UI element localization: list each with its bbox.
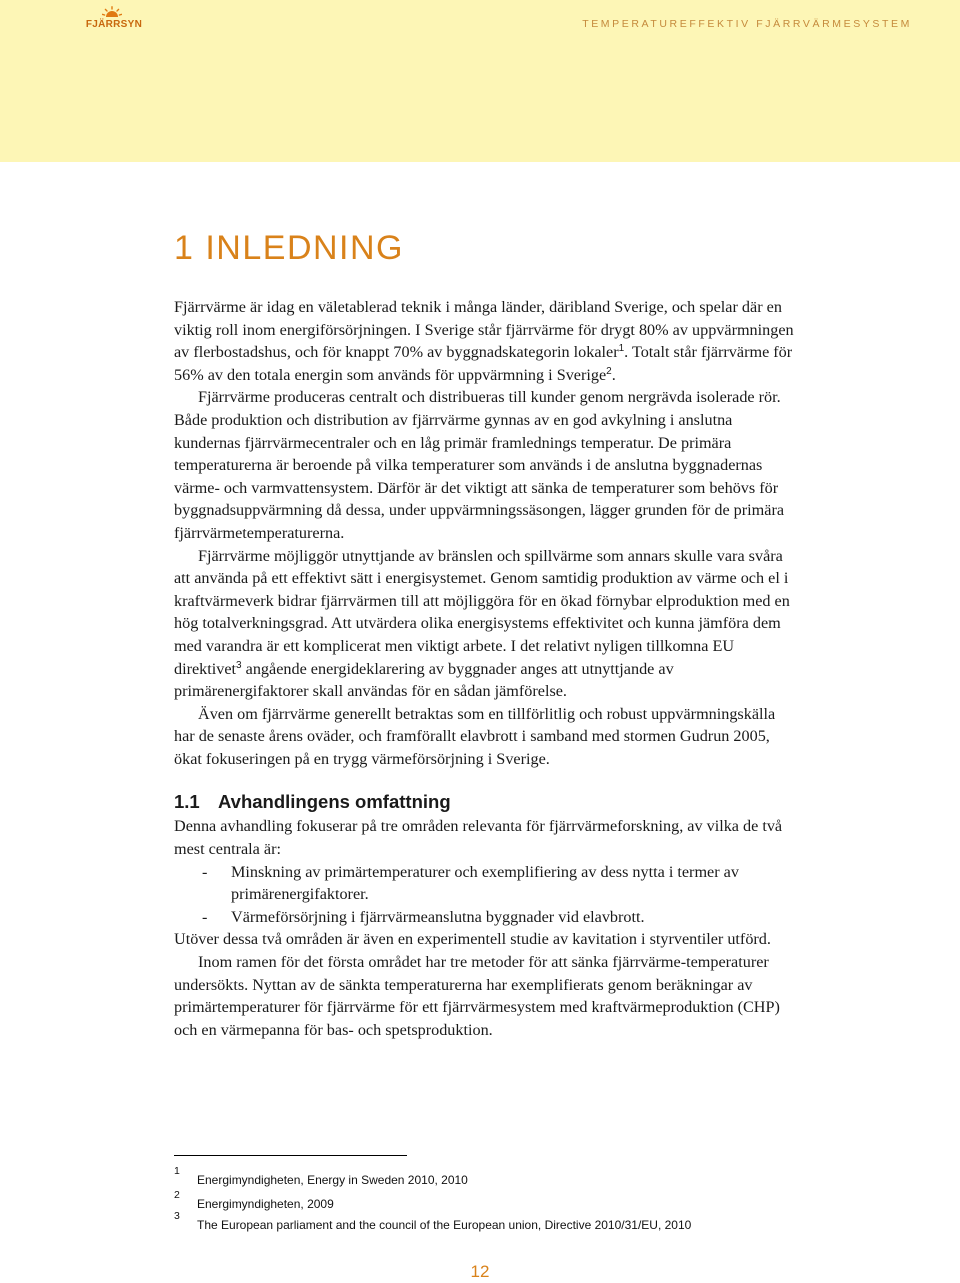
footnote-divider — [174, 1155, 407, 1156]
fjarrsyn-logo — [84, 6, 144, 34]
body-text — [174, 296, 794, 1041]
footnote-text: Energimyndigheten, Energy in Sweden 2010, 2010 — [197, 1173, 468, 1187]
bullet-dash: - — [202, 907, 208, 926]
footnote-number: 3 — [174, 1210, 180, 1222]
intro-paragraph-3 — [174, 545, 794, 703]
intro-text-b: . Totalt står fjärrvärme för 56% av den totala energin som används för uppvärmning i Sverige — [174, 343, 793, 384]
running-header-title: TEMPERATUREFFEKTIV FJÄRRVÄRMESYSTEM — [582, 18, 912, 30]
section-paragraph-last: Inom ramen för det första området har tre metoder för att sänka fjärrvärme-temperaturer undersökts. Nyttan av de sänkta temperaturerna har exemplifierats genom beräkningar av primärtemperaturer för fjärrvärme för ett fjärrvärmesystem med kraftvärmeproduktion (CHP) och en värmepanna för bas- och spetsproduktion. — [174, 953, 780, 1039]
intro-text-c: . — [611, 365, 616, 384]
intro-text-a: Fjärrvärme är idag en väletablerad teknik i många länder, däribland Sverige, och spelar där en viktig roll inom energiförsörjningen. I Sverige står fjärrvärme för drygt 80% av uppvärmningen av flerbostadshus, och för knappt 70% av byggnadskategorin lokaler — [174, 298, 794, 362]
footnote-ref-2: 2 — [606, 365, 612, 377]
para3-text-b: angående energideklarering av byggnader anges att utnyttjande av primärenergifaktorer skall användas för en sådan jämförelse. — [174, 659, 674, 701]
intro-paragraph-2: Fjärrvärme produceras centralt och distribueras till kunder genom nergrävda isolerade rör. Både produktion och distribution av fjärrvärme gynnas av en god avkylning i anslutna kundernas fjärrvärmecentraler och en låg primär framlednings temperatur. De primära temperaturerna är beroende på vilka temperaturer som används i de anslutna byggnadernas värme- och varmvattensystem. Därför är det viktigt att sänka de temperaturer som behövs för byggnadsuppvärmning då dessa, under uppvärmningssäsongen, lägger grunden för de primära fjärrvärmetemperaturerna. — [174, 388, 785, 542]
footnote-number: 1 — [174, 1165, 180, 1177]
header-band — [0, 0, 960, 162]
footnote-text: The European parliament and the council of the European union, Directive 2010/31/EU, 2010 — [197, 1218, 692, 1232]
section-title: Avhandlingens omfattning — [218, 791, 451, 813]
chapter-title: 1 INLEDNING — [174, 229, 404, 267]
page-number: 12 — [470, 1262, 490, 1281]
footnote-ref-3: 3 — [236, 659, 242, 671]
list-item-text: Minskning av primärtemperaturer och exemplifiering av dess nytta i termer av primärenergifaktorer. — [231, 862, 739, 904]
footnote-text: Energimyndigheten, 2009 — [197, 1197, 334, 1211]
footnote-number: 2 — [174, 1189, 180, 1201]
footnote-ref-1: 1 — [618, 343, 625, 355]
section-heading — [174, 789, 794, 815]
intro-paragraph-1 — [174, 296, 794, 386]
footnote-3 — [174, 1210, 874, 1234]
section-lead: Denna avhandling fokuserar på tre områden relevanta för fjärrvärmeforskning, av vilka de två mest centrala är: — [174, 817, 783, 859]
para3-text-a: Fjärrvärme möjliggör utnyttjande av bränslen och spillvärme som annars skulle vara svåra att använda på ett effektivt sätt i energisystemet. Genom samtidig produktion av värme och el i kraftvärmeverk bidrar fjärrvärmen till att möjliggöra för en ökad förnybar elproduktion med en hög totalverkningsgrad. Att utvärdera olika energisystems effektivitet och kunna jämföra dem med varandra är ett komplicerat men viktigt arbete. I det relativt nyligen tillkomna EU direktivet — [174, 546, 790, 678]
intro-paragraph-4: Även om fjärrvärme generellt betraktas som en tillförlitlig och robust uppvärmningskälla har de senaste årens oväder, och framförallt elavbrott i samband med stormen Gudrun 2005, ökat fokuseringen på en trygg värmeförsörjning i Sverige. — [174, 704, 776, 768]
list-item-text: Värmeförsörjning i fjärrvärmeanslutna byggnader vid elavbrott. — [231, 907, 645, 926]
footnote-1 — [174, 1165, 874, 1189]
sun-logo-icon — [102, 6, 122, 18]
list-item — [174, 861, 794, 906]
section-after: Utöver dessa två områden är även en experimentell studie av kavitation i styrventiler utförd. — [174, 930, 771, 949]
section-number: 1.1 — [174, 791, 200, 813]
logo-text: FJÄRRSYN — [85, 19, 143, 30]
bullet-list — [174, 861, 794, 929]
list-item — [174, 906, 794, 929]
bullet-dash: - — [202, 862, 208, 881]
